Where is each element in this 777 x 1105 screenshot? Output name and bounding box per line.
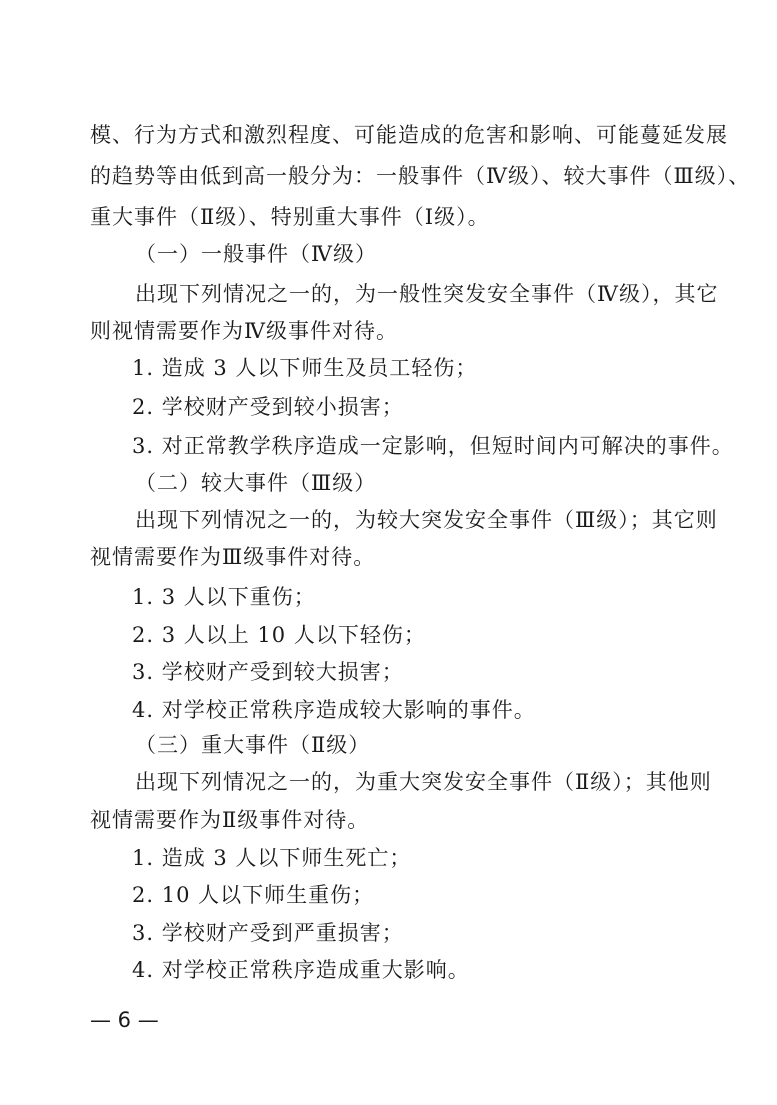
body-line: 模、行为方式和激烈程度、可能造成的危害和影响、可能蔓延发展 <box>90 123 728 147</box>
list-item: 2. 3 人以上 10 人以下轻伤； <box>132 623 426 647</box>
page-number: — 6 — <box>90 1008 159 1032</box>
list-item: 3. 学校财产受到严重损害； <box>132 921 404 945</box>
section-heading-major: （二）较大事件（Ⅲ级） <box>135 471 377 495</box>
section-intro: 视情需要作为Ⅱ级事件对待。 <box>90 808 370 832</box>
section-heading-serious: （三）重大事件（Ⅱ级） <box>135 733 371 757</box>
section-intro: 则视情需要作为Ⅳ级事件对待。 <box>90 319 398 343</box>
list-item: 2. 10 人以下师生重伤； <box>132 883 375 907</box>
section-heading-general: （一）一般事件（Ⅳ级） <box>135 242 377 266</box>
body-line: 的趋势等由低到高一般分为：一般事件（Ⅳ级）、较大事件（Ⅲ级）、 <box>90 164 751 188</box>
list-item: 3. 学校财产受到较大损害； <box>132 660 404 684</box>
list-item: 2. 学校财产受到较小损害； <box>132 395 404 419</box>
list-item: 1. 3 人以下重伤； <box>132 585 316 609</box>
list-item: 4. 对学校正常秩序造成较大影响的事件。 <box>132 698 536 722</box>
section-intro: 视情需要作为Ⅲ级事件对待。 <box>90 545 376 569</box>
list-item: 3. 对正常教学秩序造成一定影响，但短时间内可解决的事件。 <box>132 434 734 458</box>
section-intro: 出现下列情况之一的，为重大突发安全事件（Ⅱ级）；其他则 <box>135 770 712 794</box>
section-intro: 出现下列情况之一的，为一般性突发安全事件（Ⅳ级），其它 <box>135 282 719 306</box>
list-item: 1. 造成 3 人以下师生及员工轻伤； <box>132 356 478 380</box>
body-line: 重大事件（Ⅱ级）、特别重大事件（Ⅰ级）。 <box>90 205 490 229</box>
list-item: 1. 造成 3 人以下师生死亡； <box>132 846 412 870</box>
list-item: 4. 对学校正常秩序造成重大影响。 <box>132 958 470 982</box>
section-intro: 出现下列情况之一的，为较大突发安全事件（Ⅲ级）；其它则 <box>135 508 718 532</box>
